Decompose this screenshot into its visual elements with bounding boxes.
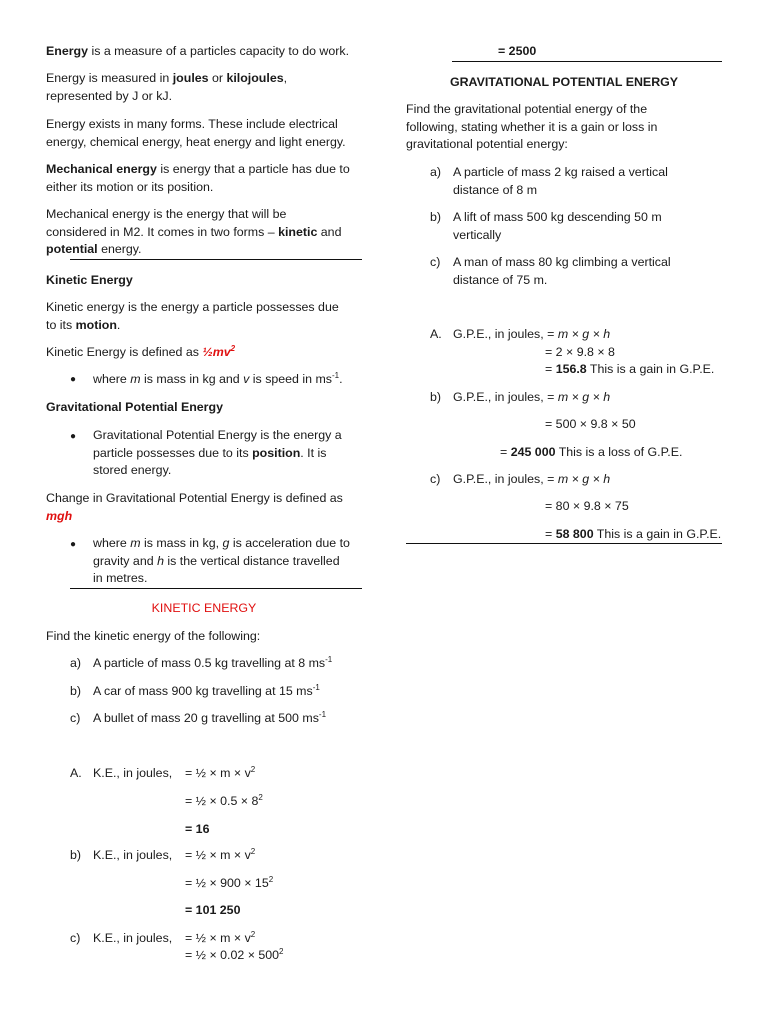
section-divider: [70, 259, 362, 260]
section-divider: [452, 61, 722, 62]
question-label: c): [70, 711, 81, 725]
question-text: A car of mass 900 kg travelling at 15 $ms^{-1}$: [93, 683, 320, 698]
question-text: A particle of mass 0.5 kg travelling at 8 $ms^{-1}$: [93, 655, 333, 670]
bullet-icon: ●: [70, 374, 77, 385]
gpe-section-title: GRAVITATIONAL POTENTIAL ENERGY: [449, 75, 679, 89]
kinetic-energy-section-title: KINETIC ENERGY: [151, 601, 257, 615]
kinetic-energy-formula: Kinetic Energy is defined as $\frac{1}{2}mv^2$: [46, 344, 236, 359]
continued-result: = 2500: [498, 44, 537, 58]
question-text: A particle of mass 2 kg raised a vertical distance of 8 m: [453, 165, 668, 197]
question-text: A lift of mass 500 kg descending 50 m vertically: [453, 210, 662, 242]
bullet-icon: ●: [70, 431, 77, 442]
energy-units: Energy is measured in joules or kilojoules, represented by J or kJ.: [46, 71, 288, 103]
gpe-question-prompt: Find the gravitational potential energy of the following, stating whether it is a gain or loss in gravitational potential energy:: [406, 102, 658, 151]
ke-question-prompt: Find the kinetic energy of the following:: [46, 629, 261, 643]
gpe-variables-note: where m is mass in kg, g is acceleration due to gravity and h is the vertical distance travelled in metres.: [93, 536, 350, 585]
bullet-icon: ●: [70, 539, 77, 550]
gpe-heading: Gravitational Potential Energy: [46, 400, 223, 414]
kinetic-energy-heading: Kinetic Energy: [46, 273, 133, 287]
question-label: a): [70, 656, 82, 670]
energy-definition: Energy is a measure of a particles capacity to do work.: [46, 44, 350, 58]
ke-formula-text: $\frac{1}{2}mv^2$: [202, 344, 236, 359]
energy-forms: Energy exists in many forms. These include electrical energy, chemical energy, heat energy and light energy.: [46, 117, 346, 149]
question-label: c): [430, 255, 441, 269]
ke-variables-note: where m is mass in kg and v is speed in $ms^{-1}$.: [93, 371, 343, 386]
kinetic-energy-definition: Kinetic energy is the energy a particle possesses due to its motion.: [46, 300, 339, 332]
question-text: A bullet of mass 20 g travelling at 500 $ms^{-1}$: [93, 710, 327, 725]
question-text: A man of mass 80 kg climbing a vertical distance of 75 m.: [453, 255, 671, 287]
section-divider: [70, 588, 362, 589]
question-label: b): [430, 210, 442, 224]
gpe-definition: Gravitational Potential Energy is the energy a particle possesses due to its position. It is stored energy.: [93, 428, 342, 477]
question-label: a): [430, 165, 442, 179]
question-label: b): [70, 684, 82, 698]
mechanical-energy-forms: Mechanical energy is the energy that will be considered in M2. It comes in two forms – kinetic and potential energy.: [46, 207, 342, 256]
mechanical-energy-definition: Mechanical energy is energy that a particle has due to either its motion or its position.: [46, 162, 350, 194]
section-divider: [406, 543, 722, 544]
gpe-change-definition: Change in Gravitational Potential Energy is defined as mgh: [46, 491, 343, 523]
